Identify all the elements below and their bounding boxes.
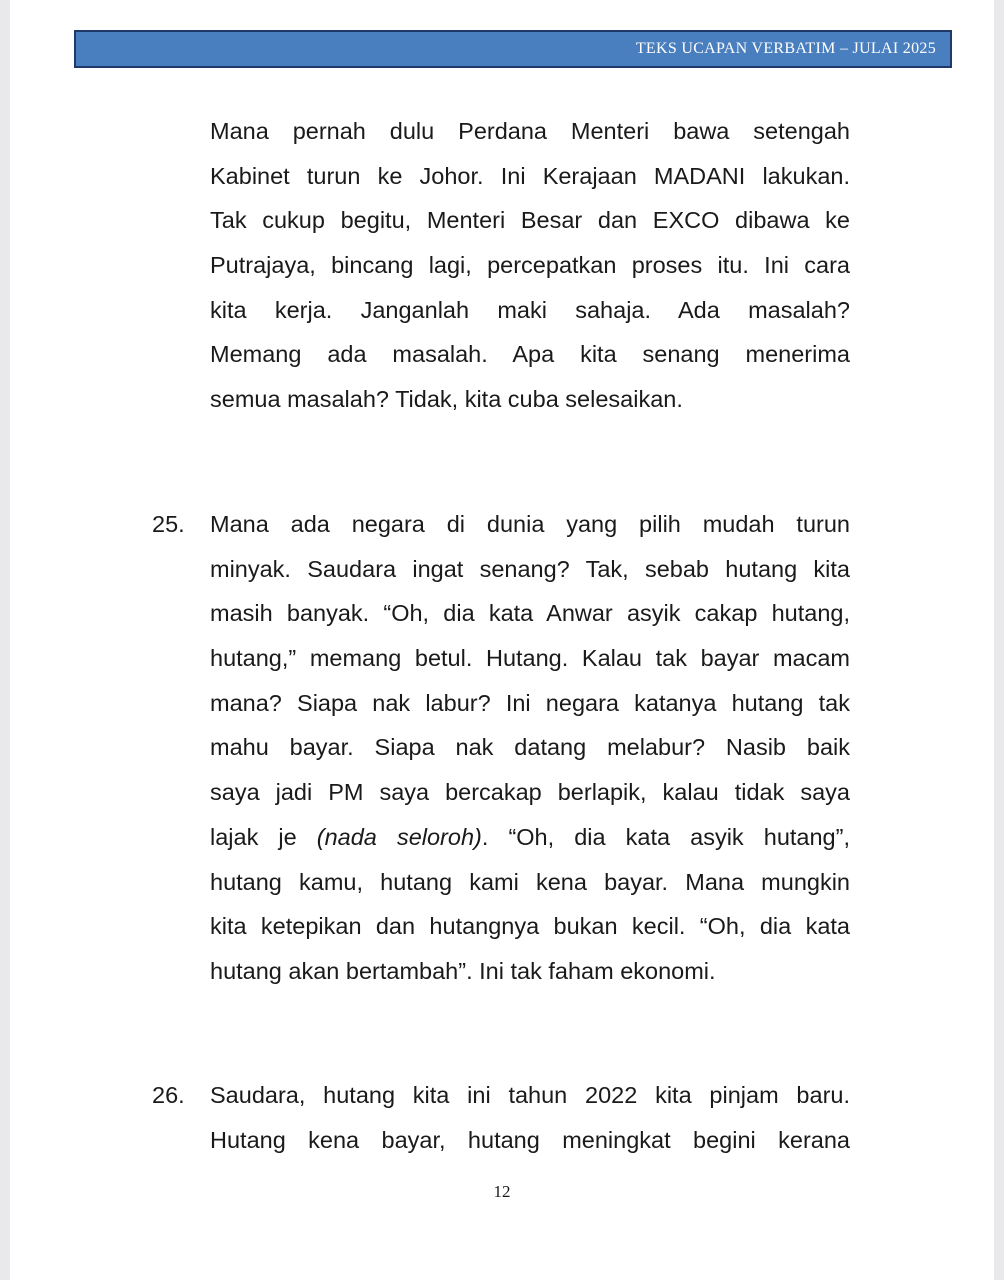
paragraph-continuation (210, 109, 850, 422)
paragraph-26 (210, 1073, 850, 1162)
text-line: mahu bayar. Siapa nak datang melabur? Nasib baik (210, 734, 850, 761)
text-line: minyak. Saudara ingat senang? Tak, sebab hutang kita (210, 555, 850, 582)
paragraph-number: 26. (152, 1082, 185, 1108)
text-segment: . “Oh, dia kata asyik hutang”, (481, 823, 850, 850)
text-line: kita kerja. Janganlah maki sahaja. Ada masalah? (210, 296, 850, 323)
page-number: 12 (493, 1182, 511, 1201)
text-line: kita ketepikan dan hutangnya bukan kecil. “Oh, dia kata (210, 913, 850, 940)
text-line: Mana ada negara di dunia yang pilih mudah turun (210, 511, 850, 537)
document-page (10, 0, 994, 1280)
text-line: Tak cukup begitu, Menteri Besar dan EXCO dibawa ke (210, 207, 850, 234)
paragraph-number: 25. (152, 511, 185, 537)
text-line: hutang kamu, hutang kami kena bayar. Mana mungkin (210, 868, 850, 895)
text-line: Mana pernah dulu Perdana Menteri bawa setengah (210, 118, 850, 144)
text-line-mixed (210, 815, 850, 860)
text-line: masih banyak. “Oh, dia kata Anwar asyik cakap hutang, (210, 600, 850, 627)
paragraph-25 (210, 502, 850, 994)
header-title: TEKS UCAPAN VERBATIM – JULAI 2025 (635, 40, 936, 57)
header-banner (74, 30, 952, 68)
text-line: hutang akan bertambah”. Ini tak faham ekonomi. (210, 957, 716, 984)
text-line: Hutang kena bayar, hutang meningkat begini kerana (210, 1126, 850, 1153)
text-line: semua masalah? Tidak, kita cuba selesaikan. (210, 386, 683, 413)
italic-aside: (nada seloroh) (316, 823, 482, 850)
text-segment: lajak je (210, 823, 317, 850)
text-line: Saudara, hutang kita ini tahun 2022 kita pinjam baru. (210, 1082, 850, 1108)
text-line: Putrajaya, bincang lagi, percepatkan proses itu. Ini cara (210, 252, 850, 279)
text-line: Kabinet turun ke Johor. Ini Kerajaan MADANI lakukan. (210, 162, 850, 189)
text-line: hutang,” memang betul. Hutang. Kalau tak bayar macam (210, 645, 850, 672)
text-line: saya jadi PM saya bercakap berlapik, kalau tidak saya (210, 779, 850, 806)
text-line: mana? Siapa nak labur? Ini negara katanya hutang tak (210, 689, 850, 716)
text-line: Memang ada masalah. Apa kita senang menerima (210, 341, 850, 368)
